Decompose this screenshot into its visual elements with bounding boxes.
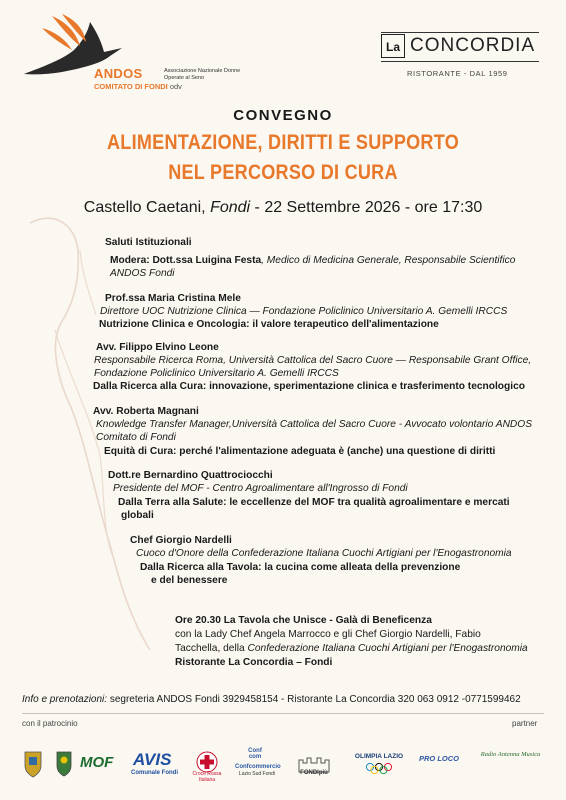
andos-odv-text: odv (169, 82, 182, 91)
speaker-2-role-2: Fondazione Policlinico Universitario A. Gemelli IRCCS (94, 368, 339, 379)
speaker-4-talk-2: globali (121, 510, 154, 521)
confcommercio-logo: Confcommercio (235, 764, 281, 770)
olympic-rings-icon (364, 762, 394, 774)
speaker-5-talk-1: Dalla Ricerca alla Tavola: la cucina come alleata della prevenzione (140, 562, 461, 573)
concordia-logo-name: CONCORDIA (410, 35, 536, 56)
olimpia-lazio-logo: OLIMPIA LAZIO (354, 753, 404, 760)
info-contacts: segreteria ANDOS Fondi 3929458154 - Ristorante La Concordia 320 063 0912 -0771599462 (107, 694, 521, 705)
gala-chefs-text: Tacchella, della (175, 643, 248, 654)
speaker-3-role-1: Knowledge Transfer Manager,Università Cattolica del Sacro Cuore - Avvocato volontario ANDOS (96, 419, 533, 430)
andos-comitato-text: COMITATO DI FONDI (94, 82, 168, 91)
moderator-role: , Medico di Medicina Generale, Responsabile Scientifico (261, 255, 516, 266)
speaker-4-name: Dott.re Bernardino Quattrociocchi (108, 470, 273, 481)
gala-chefs: con la Lady Chef Angela Marrocco e gli Chef Giorgio Nardelli, Fabio (175, 629, 481, 640)
pro-loco-logo: PRO LOCO (418, 754, 459, 763)
speaker-2-talk: Dalla Ricerca alla Cura: innovazione, sperimentazione clinica e trasferimento tecnologico (93, 381, 525, 392)
speaker-2-name: Avv. Filippo Elvino Leone (96, 342, 219, 353)
moderator-line (110, 254, 515, 267)
gala-location: Ristorante La Concordia – Fondi (175, 657, 333, 668)
red-cross-label: Croce Rossa Italiana (192, 771, 222, 783)
gala-title: Ore 20.30 La Tavola che Unisce - Galà di Beneficenza (175, 615, 432, 626)
parco-crest-icon (55, 748, 73, 782)
avis-logo-sub: Comunale Fondi (131, 770, 178, 776)
comune-fondi-crest-icon (22, 748, 44, 782)
event-label: CONVEGNO (233, 107, 333, 124)
info-label: Info e prenotazioni: (22, 694, 108, 705)
speaker-5-role: Cuoco d'Onore della Confederazione Italiana Cuochi Artigiani per l'Enogastronomia (136, 548, 512, 559)
speaker-1-name: Prof.ssa Maria Cristina Mele (105, 293, 241, 304)
event-title-line-1: ALIMENTAZIONE, DIRITTI E SUPPORTO (106, 131, 460, 154)
partner-label: partner (512, 719, 538, 728)
saluti-istituzionali: Saluti Istituzionali (105, 237, 192, 248)
venue-place: Castello Caetani, (83, 199, 211, 216)
speaker-5-name: Chef Giorgio Nardelli (130, 535, 232, 546)
venue-city: Fondi (210, 199, 251, 216)
patrocinio-label: con il patrocinio (22, 719, 78, 728)
venue-date-time: - 22 Settembre 2026 - ore 17:30 (250, 199, 483, 216)
gala-confederazione: Confederazione Italiana Cuochi Artigiani per l'Enogastronomia (247, 643, 528, 654)
andos-logo-name: ANDOS (94, 66, 143, 81)
gala-chefs-cont (175, 642, 528, 655)
concordia-logo-la: La (381, 34, 405, 58)
event-venue-date (0, 199, 566, 217)
mof-logo: MOF (80, 754, 114, 771)
speaker-1-role: Direttore UOC Nutrizione Clinica — Fondazione Policlinico Universitario A. Gemelli IRCCS (100, 306, 508, 317)
speaker-3-role-2: Comitato di Fondi (96, 432, 176, 443)
andos-logo-comitato (94, 82, 182, 91)
event-title-line-2: NEL PERCORSO DI CURA (168, 161, 398, 184)
radio-antenna-musica-logo: Radio Antenna Musica (480, 751, 541, 758)
speaker-4-talk-1: Dalla Terra alla Salute: le eccellenze del MOF tra qualità agroalimentare e mercati (118, 497, 510, 508)
speaker-4-role: Presidente del MOF - Centro Agroalimentare all'Ingrosso di Fondi (113, 483, 408, 494)
moderator-org: ANDOS Fondi (110, 268, 175, 279)
moderator-name: Modera: Dott.ssa Luigina Festa (110, 255, 262, 266)
confcom-mark: Conf com (248, 748, 262, 760)
avis-logo: AVIS (133, 750, 172, 769)
speaker-1-talk: Nutrizione Clinica e Oncologia: il valore terapeutico dell'alimentazione (99, 319, 439, 330)
footer-divider (22, 713, 544, 714)
speaker-3-name: Avv. Roberta Magnani (93, 406, 199, 417)
speaker-3-talk: Equità di Cura: perché l'alimentazione adeguata è (anche) una questione di diritti (104, 446, 496, 457)
speaker-5-talk-2: e del benessere (151, 575, 228, 586)
confcommercio-sub: Lazio Sud Fondi (238, 771, 276, 777)
speaker-2-role-1: Responsabile Ricerca Roma, Università Cattolica del Sacro Cuore — Responsabile Grant Office, (94, 355, 532, 366)
concordia-logo-subtitle: RISTORANTE - DAL 1959 (407, 69, 508, 78)
info-prenotazioni (22, 694, 521, 705)
fondipiu-logo: FONDIpiù (300, 770, 328, 776)
andos-logo-association: Associazione Nazionale Donne Operate al Seno (164, 68, 241, 81)
